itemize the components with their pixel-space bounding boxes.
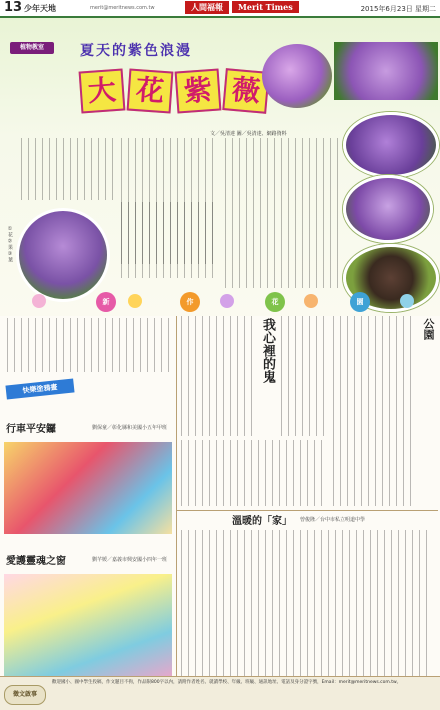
section-name: 少年天地 (24, 4, 56, 13)
masthead-bar (0, 0, 440, 18)
newspaper-logo: 人間福報 (185, 1, 229, 14)
section-marker-row (0, 292, 440, 314)
column-divider (176, 316, 177, 682)
marker-flower-icon: 園 (350, 292, 370, 312)
title-char: 薇 (222, 68, 269, 114)
student-writing-section (0, 316, 440, 686)
contact-email[interactable]: merit@meritnews.com.tw (90, 5, 155, 11)
submission-badge: 徵文啟事 (4, 685, 46, 705)
drawing-author: 劉保童／彰化縣和美國小五年甲班 (92, 425, 168, 431)
newspaper-logo-en: Merit Times (232, 1, 299, 13)
drawing-title: 行車平安鑼 (6, 424, 56, 435)
marker-flower-icon: 花 (265, 292, 285, 312)
decor-flower-icon (32, 294, 46, 308)
article-body (278, 316, 326, 436)
article-body (178, 530, 432, 676)
title-char: 紫 (175, 69, 222, 114)
title-char: 花 (127, 69, 174, 114)
ghost-heading: 我心裡的鬼 (260, 318, 275, 383)
decor-flower-icon (220, 294, 234, 308)
doodle-banner: 快樂塗鴉畫 (5, 378, 74, 399)
column-badge: 植物教室 (10, 42, 54, 54)
flower-photo (334, 42, 438, 100)
article-body (178, 316, 254, 436)
decor-flower-icon (400, 294, 414, 308)
decor-flower-icon (128, 294, 142, 308)
marker-flower-icon: 新 (96, 292, 116, 312)
flower-closeup-photo (343, 175, 433, 243)
page-number: 13 (4, 0, 23, 15)
feature-title (80, 70, 268, 112)
student-drawing (4, 442, 172, 534)
warm-home-author: 曾俊隆／台中市私立明道中學 (300, 517, 366, 523)
article-body (330, 316, 416, 506)
warm-home-heading: 溫暖的「家」 (232, 516, 292, 527)
drawing-title: 愛護靈魂之窗 (6, 556, 66, 567)
student-drawing (4, 574, 172, 682)
decor-flower-icon (304, 294, 318, 308)
article-body (222, 138, 338, 288)
article-body (118, 202, 218, 264)
flower-closeup-photo (343, 112, 439, 178)
submission-notice: 歡迎國小、國中學生投稿，作文題目不拘，作品限800字以內，請附作者姓名、就讀學校、年級、班級、通訊地址、電話及身分證字號，Email：merit@meritnews.com.tw。 (52, 680, 402, 685)
photo-caption: ①花 ②果 ③葉 (7, 226, 13, 263)
flower-photo (262, 44, 332, 108)
title-char: 大 (79, 69, 126, 114)
article-body (4, 318, 172, 372)
feature-subtitle: 夏天的紫色浪漫 (80, 43, 192, 59)
section-divider (176, 510, 438, 511)
call-for-submissions (0, 676, 440, 710)
issue-date: 2015年6月23日 星期二 (360, 5, 436, 13)
feature-hero (0, 18, 440, 316)
drawing-author: 劉芊媛／嘉義市興安國小四年一班 (92, 557, 168, 563)
article-body (18, 138, 113, 200)
flower-cluster-photo (16, 208, 110, 302)
garden-heading: 公園 (422, 318, 435, 340)
feature-byline: 文／吳清達 圖／吳清達、網路資料 (210, 131, 287, 137)
article-body (178, 440, 328, 506)
marker-flower-icon: 作 (180, 292, 200, 312)
